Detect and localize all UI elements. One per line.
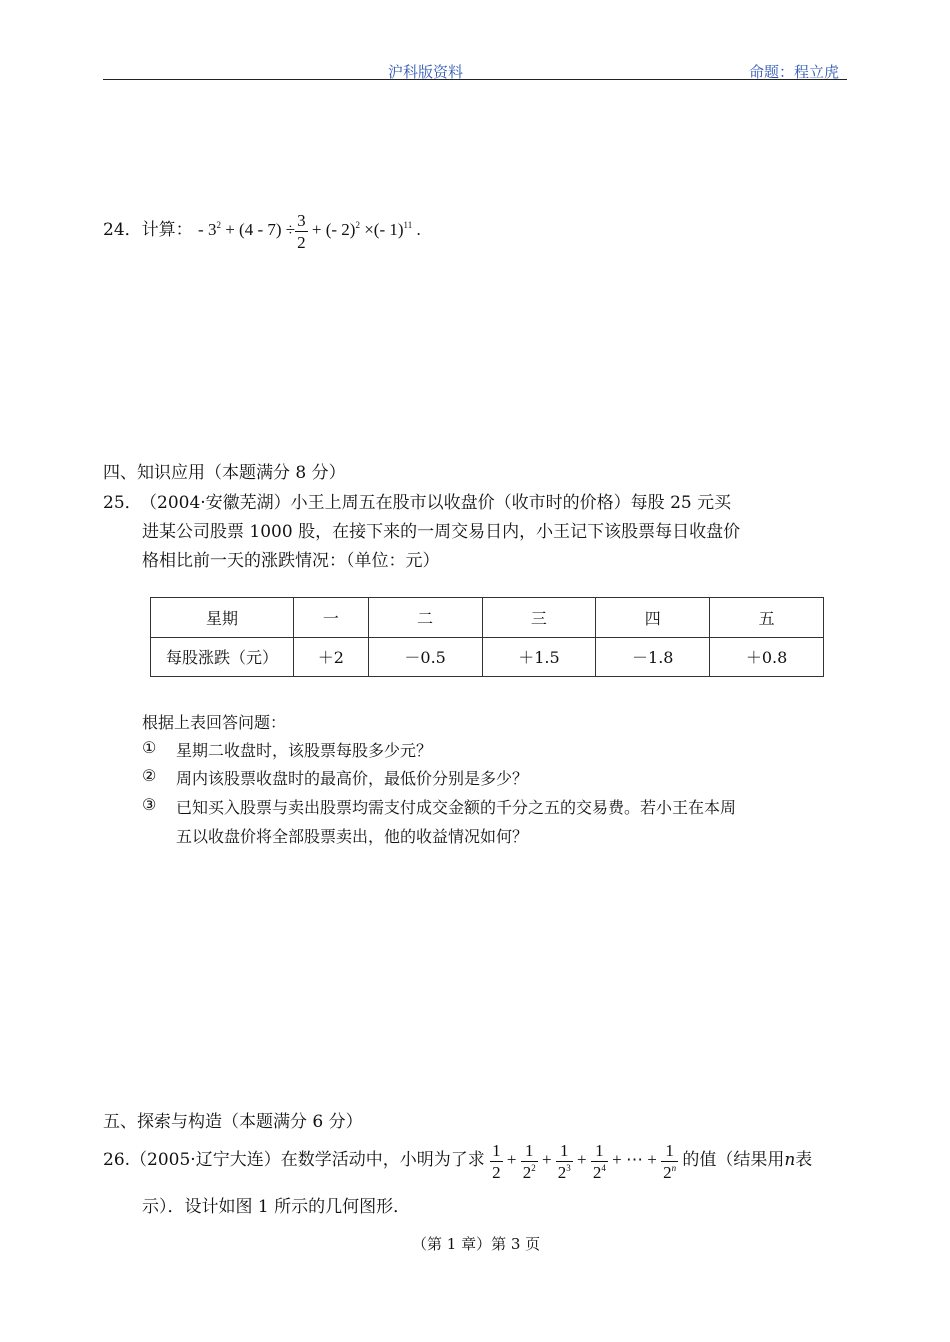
fraction	[661, 1142, 678, 1181]
exponent: 2	[216, 220, 221, 230]
fraction	[295, 212, 308, 251]
header-center-title: 沪科版资料	[388, 63, 464, 81]
expr-term: ×(- 1)	[359, 220, 404, 239]
fraction	[521, 1142, 538, 1181]
expr-term: + (- 2)	[307, 220, 356, 239]
table-row	[151, 637, 824, 677]
exponent: 4	[601, 1162, 606, 1173]
table-header-cell: 四	[596, 598, 710, 638]
fraction-numerator: 1	[521, 1142, 538, 1162]
fraction	[490, 1142, 503, 1181]
question-25-line-1: （2004·安徽芜湖）小王上周五在股市以收盘价（收市时的价格）每股 25 元买	[140, 493, 732, 513]
answer-prompt: 根据上表回答问题：	[142, 713, 287, 732]
list-item: 星期二收盘时，该股票每股多少元？	[176, 741, 433, 760]
fraction-numerator: 1	[591, 1142, 608, 1162]
question-26-line-2: 示）．设计如图 1 所示的几何图形．	[142, 1197, 411, 1217]
fraction-denominator	[556, 1162, 573, 1181]
table-header-cell: 五	[710, 598, 824, 638]
fraction-numerator: 1	[661, 1142, 678, 1162]
table-cell: －1.8	[596, 637, 710, 677]
table-cell: ＋2	[294, 637, 369, 677]
list-item-continuation: 五以收盘价将全部股票卖出，他的收益情况如何？	[176, 827, 529, 846]
section-5-title: 五、探索与构造（本题满分 6 分）	[103, 1112, 363, 1132]
question-26-suffix-2: 表	[795, 1150, 813, 1170]
fraction	[591, 1142, 608, 1181]
list-item: 已知买入股票与卖出股票均需支付成交金额的千分之五的交易费。若小王在本周	[176, 798, 737, 817]
fraction-numerator: 3	[297, 210, 306, 230]
series-expression: $\frac{1}{2}$ + $\frac{1}{2^2}$ + $\frac{1}{2^3}$ + $\frac{1}{2^4}$ + ⋯ + $\frac{1}{2^n}$	[492, 1140, 677, 1182]
fraction-denominator	[521, 1162, 538, 1181]
math-expression	[198, 210, 421, 252]
ellipsis: + ⋯ +	[612, 1150, 657, 1169]
table-header-cell: 三	[482, 598, 596, 638]
fraction-numerator: 1	[492, 1140, 501, 1160]
fraction-denominator	[591, 1162, 608, 1181]
base: 2	[592, 1162, 602, 1182]
question-number: 25．	[103, 493, 142, 513]
question-26-suffix: 的值（结果用	[682, 1150, 785, 1170]
section-4-title: 四、知识应用（本题满分 8 分）	[103, 463, 346, 483]
base: 2	[663, 1162, 672, 1182]
question-24	[103, 205, 421, 252]
fraction-denominator	[661, 1162, 678, 1181]
table-header-cell: 星期	[151, 598, 294, 638]
exponent: 2	[531, 1162, 536, 1173]
question-number: 24．	[103, 220, 142, 240]
question-25-line-3: 格相比前一天的涨跌情况：（单位：元）	[142, 551, 440, 571]
exponent: 11	[403, 220, 413, 230]
question-26-prefix: 26.（2005·辽宁大连）在数学活动中，小明为了求	[103, 1150, 485, 1170]
table-header-cell: 一	[294, 598, 369, 638]
page-footer: （第 1 章）第 3 页	[412, 1235, 541, 1253]
expr-term: .	[412, 220, 421, 239]
fraction	[556, 1142, 573, 1181]
exponent: 2	[355, 220, 360, 230]
exponent: n	[671, 1162, 677, 1173]
list-item: 周内该股票收盘时的最高价，最低价分别是多少？	[176, 769, 529, 788]
list-item-marker: ①	[142, 738, 157, 757]
table-cell: ＋1.5	[482, 637, 596, 677]
question-26-line-1	[103, 1137, 812, 1183]
table-row	[151, 598, 824, 638]
stock-change-table	[150, 597, 824, 677]
table-header-cell: 二	[368, 598, 482, 638]
fraction-denominator: 2	[492, 1162, 501, 1182]
list-item-marker: ②	[142, 766, 157, 785]
header-rule	[103, 79, 847, 80]
question-label: 计算：	[141, 220, 193, 240]
base: 2	[557, 1162, 567, 1182]
fraction-denominator: 2	[297, 232, 306, 252]
table-cell: 每股涨跌（元）	[151, 637, 294, 677]
variable: n	[784, 1150, 796, 1170]
table-cell: ＋0.8	[710, 637, 824, 677]
expr-term: - 3	[198, 220, 217, 239]
header-author: 命题：程立虎	[749, 63, 840, 81]
base: 2	[522, 1162, 532, 1182]
exponent: 3	[566, 1162, 571, 1173]
expr-term: + (4 - 7) ÷	[220, 220, 296, 239]
list-item-marker: ③	[142, 795, 157, 814]
table-cell: －0.5	[368, 637, 482, 677]
fraction-numerator: 1	[556, 1142, 573, 1162]
question-25-line-2: 进某公司股票 1000 股，在接下来的一周交易日内，小王记下该股票每日收盘价	[142, 522, 741, 542]
